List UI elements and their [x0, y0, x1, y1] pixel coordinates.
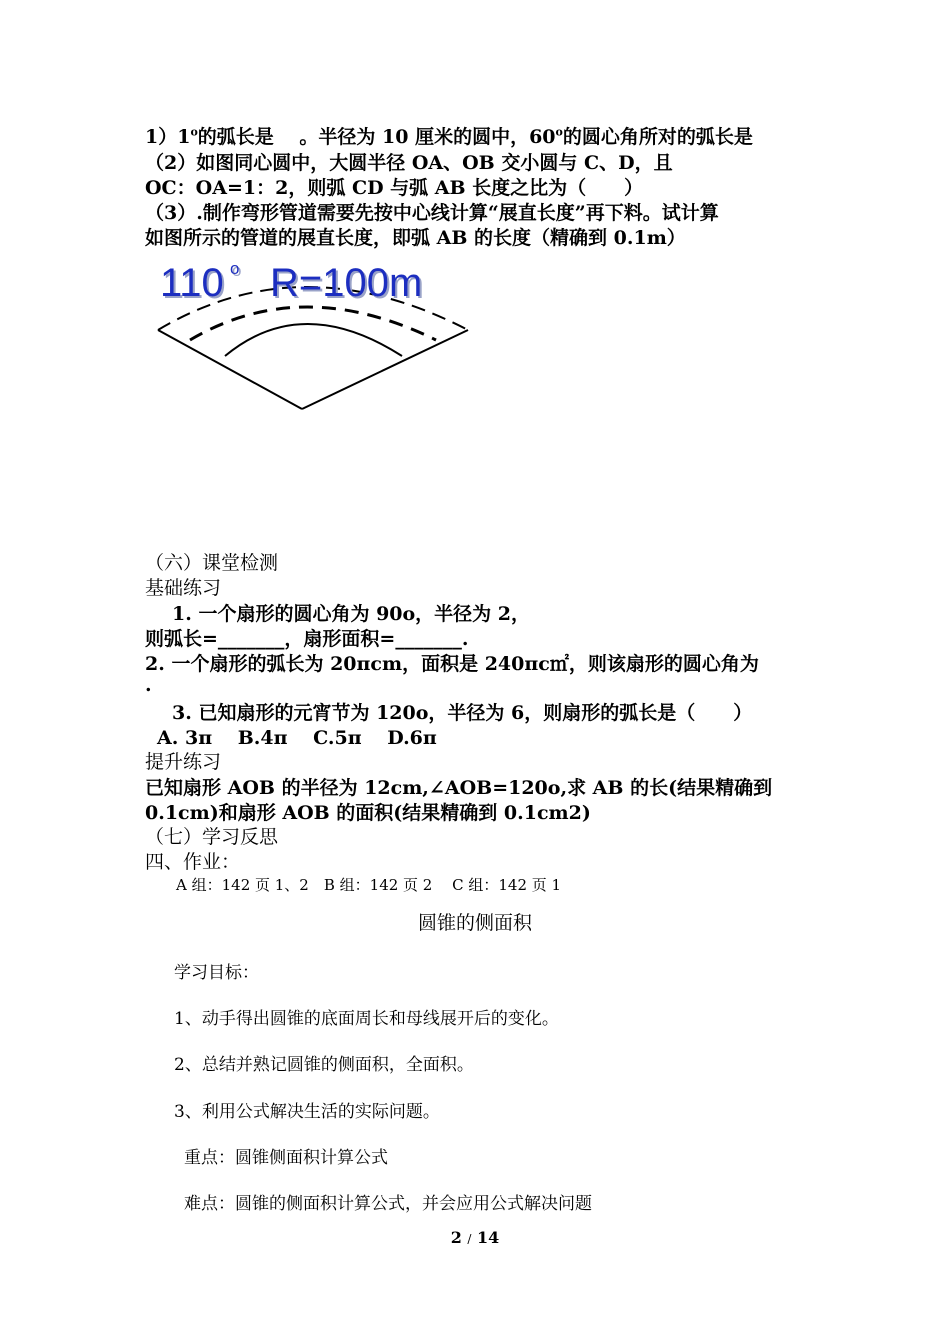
page-number	[0, 1228, 950, 1247]
angle-value: 110	[160, 261, 224, 305]
advanced-practice-heading: 提升练习	[145, 751, 222, 773]
learning-goals-label: 学习目标：	[174, 963, 259, 983]
degree-sup: o	[190, 125, 198, 139]
basic-practice-heading: 基础练习	[145, 577, 222, 599]
page-current: 2	[450, 1228, 462, 1247]
key-point: 重点：圆锥侧面积计算公式	[184, 1148, 388, 1168]
angle-degree-sup: o	[230, 259, 240, 278]
difficulty-point: 难点：圆锥的侧面积计算公式，并会应用公式解决问题	[184, 1194, 592, 1214]
problem-2-line-2: OC：OA=1：2，则弧 CD 与弧 AB 长度之比为（ ）	[145, 177, 644, 199]
inner-arc	[225, 324, 402, 356]
angle-radius-label	[160, 259, 422, 305]
problem-3-line-1: （3）.制作弯形管道需要先按中心线计算“展直长度”再下料。试计算	[145, 202, 719, 224]
advanced-question-line-2: 0.1cm)和扇形 AOB 的面积(结果精确到 0.1cm2)	[145, 802, 591, 824]
learning-goal-2: 2、总结并熟记圆锥的侧面积，全面积。	[174, 1055, 474, 1075]
degree-sup: o	[555, 125, 563, 139]
radius-line-right	[302, 330, 468, 409]
radius-line-left	[158, 330, 302, 409]
learning-goal-3: 3、利用公式解决生活的实际问题。	[174, 1102, 440, 1122]
question-2-line-1: 2. 一个扇形的弧长为 20πcm，面积是 240πc㎡，则该扇形的圆心角为	[145, 653, 759, 675]
problem-1-text-c: 的圆心角所对的弧长是	[562, 126, 753, 148]
homework-title: 四、作业：	[145, 851, 241, 873]
question-3: 3. 已知扇形的元宵节为 120o，半径为 6，则扇形的弧长是（ ）	[172, 702, 753, 724]
page-separator: /	[467, 1232, 472, 1246]
advanced-question-line-1: 已知扇形 AOB 的半径为 12cm,∠AOB=120o,求 AB 的长(结果精确到	[145, 777, 773, 799]
cone-lesson-title: 圆锥的侧面积	[417, 912, 532, 934]
question-3-options: A. 3π B.4π C.5π D.6π	[157, 727, 437, 749]
section-7-title: （七）学习反思	[145, 826, 279, 848]
question-2-line-2: .	[145, 674, 152, 696]
problem-1-text-a: 1）1	[145, 126, 191, 148]
homework-assignments: A 组：142 页 1、2 B 组：142 页 2 C 组：142 页 1	[176, 876, 562, 894]
problem-2-line-1: （2）如图同心圆中，大圆半径 OA、OB 交小圆与 C、D，且	[145, 152, 673, 174]
question-1-line-2: 则弧长=_______，扇形面积=_______.	[145, 628, 469, 650]
pipe-sector-figure	[152, 252, 482, 417]
section-6-title: （六）课堂检测	[145, 552, 279, 574]
problem-3-line-2: 如图所示的管道的展直长度，即弧 AB 的长度（精确到 0.1m）	[145, 227, 686, 249]
problem-1-line	[145, 122, 753, 149]
question-1-line-1: 1. 一个扇形的圆心角为 90o，半径为 2，	[172, 603, 531, 625]
problem-1-text-b: 的弧长是 。半径为 10 厘米的圆中，60	[197, 126, 556, 148]
radius-label: R=100m	[270, 261, 423, 305]
page-total: 14	[477, 1228, 500, 1247]
learning-goal-1: 1、动手得出圆锥的底面周长和母线展开后的变化。	[174, 1009, 559, 1029]
